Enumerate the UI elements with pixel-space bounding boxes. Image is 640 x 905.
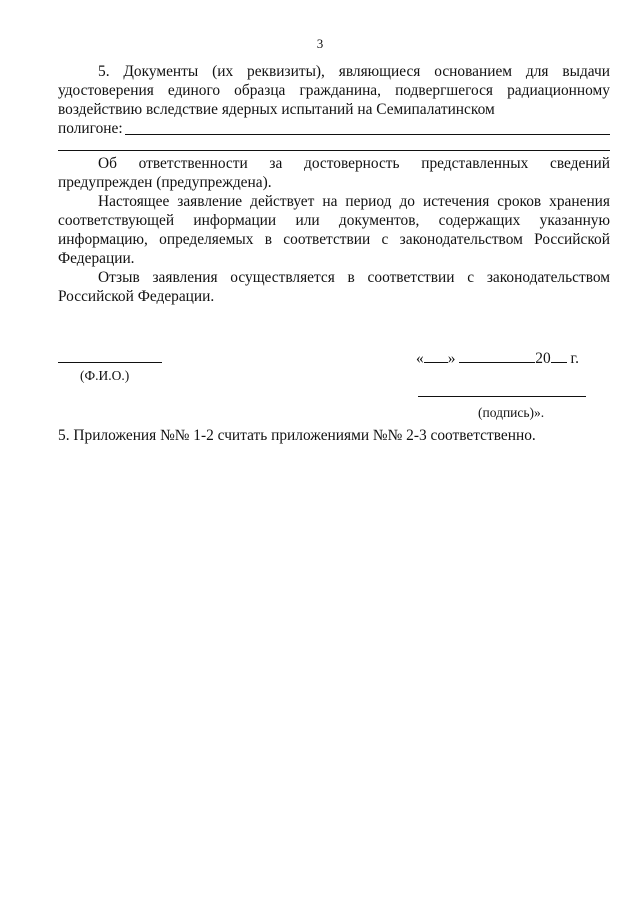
polygon-continuation-line (58, 138, 610, 151)
responsibility-paragraph: Об ответственности за достоверность представленных сведений предупрежден (предупреждена). (58, 155, 610, 191)
validity-paragraph: Настоящее заявление действует на период до истечения сроков хранения соответствующей информации или документов, содержащих указанную информацию, определяемых в соответствии с законодательством Российской Федерации. (58, 193, 610, 267)
polygon-label: полигоне: (58, 120, 123, 137)
date-year-prefix: 20 (535, 350, 551, 367)
revocation-paragraph: Отзыв заявления осуществляется в соответствии с законодательством Российской Федерации. (58, 269, 610, 305)
date-field (416, 348, 579, 368)
date-month-blank (459, 348, 535, 363)
signature-line (418, 396, 586, 397)
date-open-quote: « (416, 350, 424, 367)
signature-block (58, 348, 610, 426)
final-item: 5. Приложения №№ 1-2 считать приложениями №№ 2-3 соответственно. (58, 427, 536, 444)
polygon-field (58, 119, 610, 138)
item-5-text: 5. Документы (их реквизиты), являющиеся основанием для выдачи удостоверения единого образца гражданина, подвергшегося радиационному воздействию вследствие ядерных испытаний на Семипалатинском (58, 63, 610, 118)
date-close-quote: » (447, 350, 456, 367)
fio-line (58, 362, 162, 363)
fio-label: (Ф.И.О.) (80, 368, 130, 383)
signature-label: (подпись)». (478, 405, 545, 420)
date-year-suffix: г. (570, 350, 579, 367)
date-year-blank (551, 348, 567, 363)
page-number: 3 (316, 36, 324, 51)
polygon-fill-line (125, 134, 610, 135)
date-day-blank (424, 348, 448, 363)
document-body (58, 62, 610, 445)
